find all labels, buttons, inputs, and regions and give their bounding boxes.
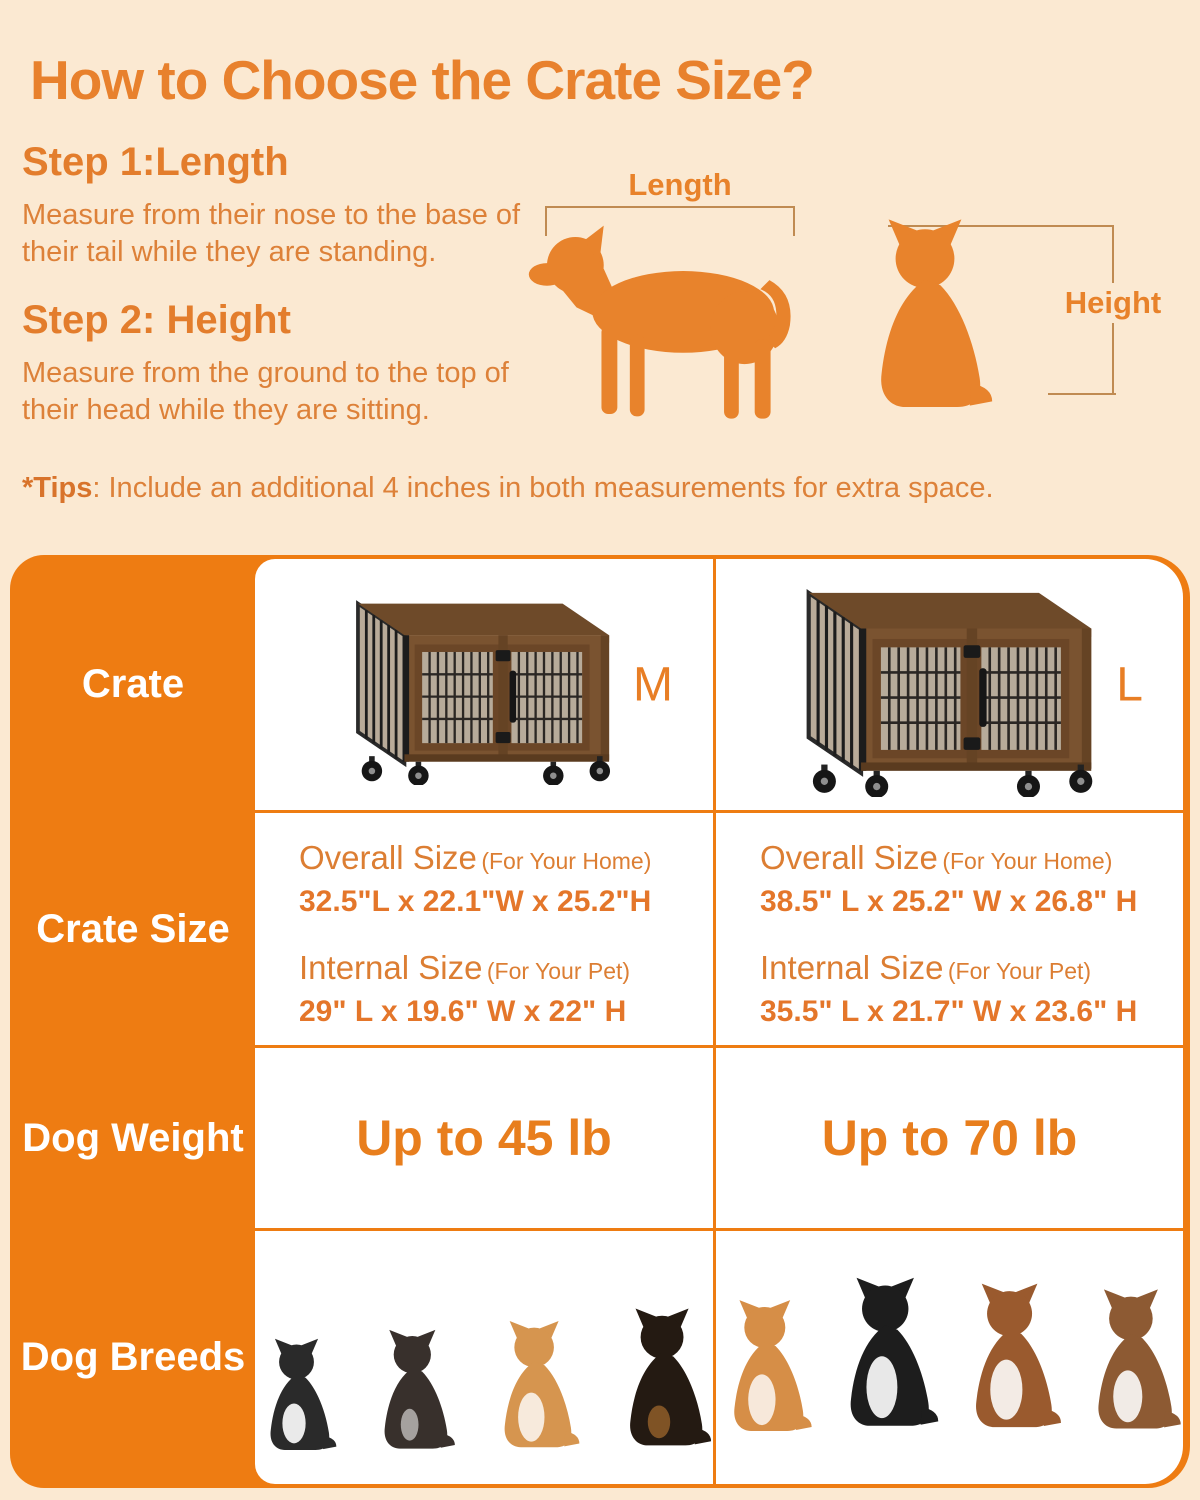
weight-value-m: Up to 45 lb bbox=[356, 1110, 612, 1166]
breeds-cell-l bbox=[716, 1231, 1183, 1484]
dog-icon-border-collie bbox=[830, 1238, 940, 1470]
crate-l-image bbox=[793, 572, 1107, 797]
internal-size-note-m: (For Your Pet) bbox=[486, 958, 631, 984]
overall-size-note-l: (For Your Home) bbox=[942, 848, 1113, 874]
dog-icon-boston-terrier bbox=[255, 1322, 338, 1470]
breeds-cell-m bbox=[255, 1231, 713, 1484]
overall-size-note-m: (For Your Home) bbox=[481, 848, 652, 874]
overall-size-dims-m: 32.5"L x 22.1"W x 25.2"H bbox=[299, 885, 652, 918]
dog-icon-shiba-inu bbox=[716, 1265, 814, 1470]
size-cell-m bbox=[255, 813, 713, 1045]
step-1-body-line-1: Measure from their nose to the base of bbox=[22, 199, 521, 231]
step-2-height bbox=[22, 298, 522, 429]
dog-icon-french-bulldog bbox=[368, 1312, 457, 1470]
internal-size-heading-l: Internal Size bbox=[760, 949, 944, 986]
step-1-body-line-2: their tail while they are standing. bbox=[22, 236, 437, 268]
internal-size-heading-m: Internal Size bbox=[299, 949, 483, 986]
sitting-dog-silhouette-icon bbox=[855, 218, 995, 414]
internal-size-m bbox=[299, 949, 713, 1029]
table-grid bbox=[14, 559, 1186, 1484]
weight-cell-m bbox=[255, 1048, 713, 1228]
step-2-body-line-2: their head while they are sitting. bbox=[22, 394, 430, 426]
dog-icon-springer-spaniel bbox=[956, 1245, 1063, 1470]
size-letter-l: L bbox=[1116, 658, 1143, 711]
row-label-crate: Crate bbox=[81, 662, 185, 706]
overall-size-heading-l: Overall Size bbox=[760, 839, 938, 876]
internal-size-dims-m: 29" L x 19.6" W x 22" H bbox=[299, 995, 627, 1028]
crate-cell-l bbox=[716, 559, 1183, 810]
weight-value-l: Up to 70 lb bbox=[821, 1110, 1078, 1166]
length-measure-line bbox=[545, 206, 795, 208]
overall-size-dims-l: 38.5" L x 25.2" W x 26.8" H bbox=[760, 885, 1138, 918]
page-title: How to Choose the Crate Size? bbox=[30, 49, 814, 111]
size-cell-l bbox=[716, 813, 1183, 1045]
step-2-body-line-1: Measure from the ground to the top of bbox=[22, 357, 509, 389]
crate-size-table bbox=[10, 555, 1190, 1488]
overall-size-l bbox=[760, 839, 1183, 919]
tips-label: *Tips bbox=[22, 472, 93, 504]
tips-note bbox=[22, 472, 994, 505]
standing-dog-silhouette-icon bbox=[522, 212, 817, 422]
row-label-dog-breeds: Dog Breeds bbox=[20, 1335, 246, 1379]
step-1-heading: Step 1:Length bbox=[22, 140, 289, 184]
internal-size-dims-l: 35.5" L x 21.7" W x 23.6" H bbox=[760, 995, 1138, 1028]
overall-size-heading-m: Overall Size bbox=[299, 839, 477, 876]
crate-m-image bbox=[344, 585, 623, 785]
row-label-dog-weight: Dog Weight bbox=[22, 1115, 244, 1160]
dog-icon-basset-hound bbox=[1079, 1252, 1183, 1470]
length-label: Length bbox=[560, 165, 800, 205]
dog-icon-dachshund bbox=[611, 1288, 713, 1470]
internal-size-l bbox=[760, 949, 1183, 1029]
height-label: Height bbox=[1033, 283, 1193, 323]
height-line-bottom bbox=[1048, 393, 1116, 395]
internal-size-note-l: (For Your Pet) bbox=[947, 958, 1092, 984]
tips-text: : Include an additional 4 inches in both measurements for extra space. bbox=[92, 472, 994, 504]
row-label-crate-size: Crate Size bbox=[36, 906, 230, 951]
step-1-length bbox=[22, 140, 522, 271]
step-2-heading: Step 2: Height bbox=[22, 298, 291, 342]
overall-size-m bbox=[299, 839, 713, 919]
size-letter-m: M bbox=[633, 658, 673, 711]
dog-icon-corgi bbox=[487, 1302, 581, 1470]
weight-cell-l bbox=[716, 1048, 1183, 1228]
crate-cell-m bbox=[255, 559, 713, 810]
